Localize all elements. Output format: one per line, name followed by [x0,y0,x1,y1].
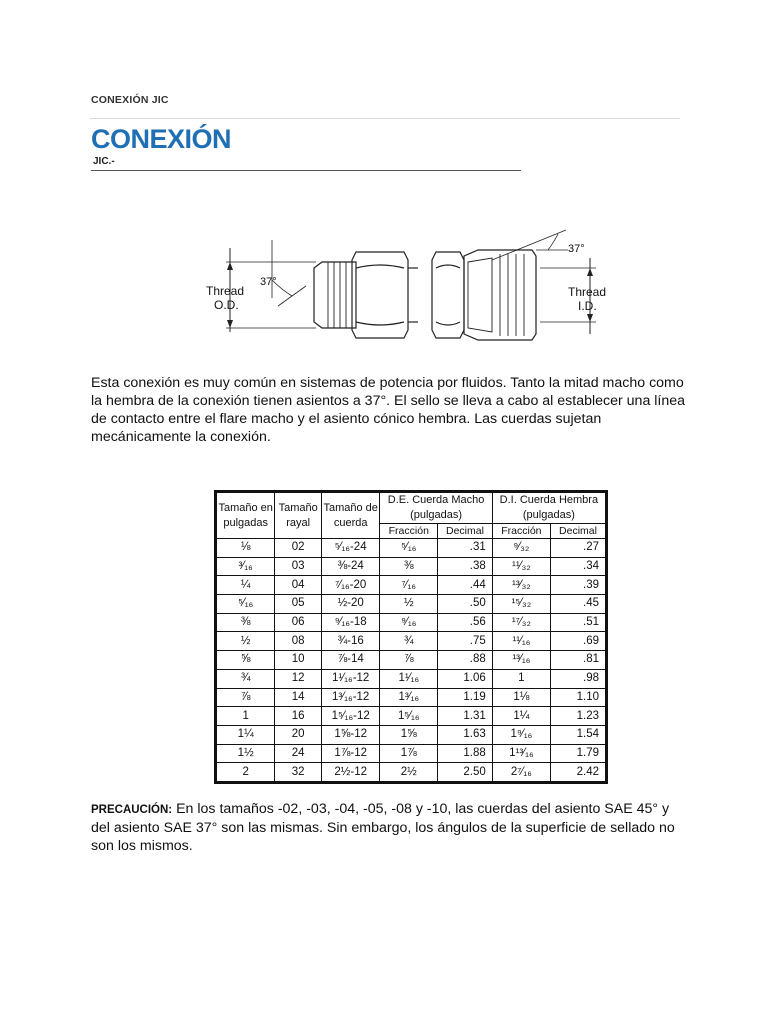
table-cell: 04 [275,576,322,595]
table-cell: 1.31 [438,707,493,726]
table-cell: .51 [551,613,606,632]
table-cell: ¹³⁄₃₂ [492,576,550,595]
caution-label: PRECAUCIÓN: [91,804,173,816]
table-cell: 02 [275,539,322,558]
page-label: CONEXIÓN JIC [91,94,169,106]
table-cell: 05 [275,595,322,614]
id-arrow-top [587,268,593,276]
table-cell: 2½ [380,763,438,782]
table-row [217,576,606,595]
table-cell: .27 [551,539,606,558]
jic-dimensions-table [214,490,608,784]
table-row [217,651,606,670]
table-cell: ⅞ [217,688,275,707]
table-cell: ¹⁵⁄₃₂ [492,595,550,614]
table-cell: 06 [275,613,322,632]
header-size-dash: Tamaño rayal [275,493,322,539]
table-cell: 1¼ [217,725,275,744]
table-cell: 32 [275,763,322,782]
table-cell: .75 [438,632,493,651]
table-cell: 1.63 [438,725,493,744]
table-cell: 1⅝-12 [322,725,380,744]
table-row [217,632,606,651]
header-female-id: D.I. Cuerda Hembra (pulgadas) [492,493,605,524]
od-label-1: Thread [206,284,245,298]
table-cell: ¹³⁄₁₆ [492,651,550,670]
table-cell: ⅞ [380,651,438,670]
page-title: CONEXIÓN [91,124,232,154]
table-cell: ½ [217,632,275,651]
table-cell: 1⁹⁄₁₆ [492,725,550,744]
table-cell: .69 [551,632,606,651]
table-cell: 2 [217,763,275,782]
table-row [217,539,606,558]
table-cell: 24 [275,744,322,763]
table-cell: .98 [551,669,606,688]
table-cell: 10 [275,651,322,670]
table-cell: .45 [551,595,606,614]
od-label-2: O.D. [214,298,239,312]
table-cell: 1⅞ [380,744,438,763]
table-cell: ⁵⁄₁₆-24 [322,539,380,558]
female-angle-label: 37° [568,243,585,255]
table-cell: 08 [275,632,322,651]
table-cell: ¹¹⁄₁₆ [492,632,550,651]
table-cell: 20 [275,725,322,744]
header-thread-size: Tamaño de cuerda [322,493,380,539]
table-cell: .31 [438,539,493,558]
table-row [217,744,606,763]
id-label-2: I.D. [578,299,597,313]
od-arrow-top [227,262,233,270]
male-threads [328,262,352,328]
table-cell: ⅛ [217,539,275,558]
table-cell: .34 [551,557,606,576]
table-cell: 1¹⁄₁₆-12 [322,669,380,688]
table-cell: 1.19 [438,688,493,707]
table-cell: ⁵⁄₁₆ [380,539,438,558]
table-cell: 2½-12 [322,763,380,782]
table-cell: ⅞-14 [322,651,380,670]
table-cell: 1¹³⁄₁₆ [492,744,550,763]
table-cell: 1 [492,669,550,688]
table-row [217,557,606,576]
table-cell: 1.54 [551,725,606,744]
od-arrow-bottom [227,320,233,328]
caution-note [91,800,691,855]
table-cell: ½ [380,595,438,614]
table-row [217,763,606,782]
table-cell: .50 [438,595,493,614]
table-row [217,707,606,726]
header-male-fraction: Fracción [380,524,438,539]
table-cell: 1³⁄₁₆-12 [322,688,380,707]
table-cell: .81 [551,651,606,670]
table-cell: ⁹⁄₁₆ [380,613,438,632]
caution-text: En los tamaños -02, -03, -04, -05, -08 y -10, las cuerdas del asiento SAE 45° y del asiento SAE 37° son las mismas. Sin embargo, los ángulos de la superficie de sellado no son los mismos. [91,801,675,854]
table-row [217,669,606,688]
table-row [217,613,606,632]
header-male-od: D.E. Cuerda Macho (pulgadas) [380,493,492,524]
table-cell: 1⅛ [492,688,550,707]
female-threads [500,254,524,336]
table-cell: ¾ [217,669,275,688]
table-cell: 1.06 [438,669,493,688]
table-cell: 03 [275,557,322,576]
table-cell: 1½ [217,744,275,763]
table-cell: ⁷⁄₁₆ [380,576,438,595]
table-cell: 2⁷⁄₁₆ [492,763,550,782]
table-cell: ⅜ [380,557,438,576]
id-arrow-bottom [587,314,593,322]
female-hex-facets [436,265,460,325]
table-cell: 1⁵⁄₁₆-12 [322,707,380,726]
table-cell: 2.42 [551,763,606,782]
table-cell: .88 [438,651,493,670]
table-cell: ⁷⁄₁₆-20 [322,576,380,595]
table-cell: 1.79 [551,744,606,763]
table-cell: .44 [438,576,493,595]
table-cell: ⅝ [217,651,275,670]
table-cell: 1 [217,707,275,726]
table-cell: 12 [275,669,322,688]
table-cell: 1¼ [492,707,550,726]
header-female-fraction: Fracción [492,524,550,539]
jic-fitting-diagram [196,228,626,358]
top-divider [90,118,680,119]
table-row [217,725,606,744]
table-cell: 1¹⁄₁₆ [380,669,438,688]
intro-paragraph: Esta conexión es muy común en sistemas de potencia por fluidos. Tanto la mitad macho como la hembra de la conexión tienen asientos a 37°. El sello se lleva a cabo al establecer una línea de contacto entre el flare macho y el asiento cónico hembra. Las cuerdas sujetan mecánicamente la conexión. [91,375,686,445]
header-size-in: Tamaño en pulgadas [217,493,275,539]
table-cell: 1⁵⁄₁₆ [380,707,438,726]
table-cell: ³⁄₁₆ [217,557,275,576]
table-cell: .39 [551,576,606,595]
male-flare-body [314,262,356,328]
table-cell: ⅜-24 [322,557,380,576]
male-angle-label: 37° [260,276,277,288]
table-cell: 1³⁄₁₆ [380,688,438,707]
table-cell: ⁵⁄₁₆ [217,595,275,614]
female-angle-line [492,230,566,260]
header-male-decimal: Decimal [438,524,493,539]
subtitle-divider [91,170,521,171]
table-cell: 1⅞-12 [322,744,380,763]
table-cell: ⁹⁄₃₂ [492,539,550,558]
table-cell: ¾-16 [322,632,380,651]
table-cell: 16 [275,707,322,726]
table-cell: 1.23 [551,707,606,726]
table-cell: .38 [438,557,493,576]
table-cell: ¼ [217,576,275,595]
header-female-decimal: Decimal [551,524,606,539]
table-cell: 1.10 [551,688,606,707]
table-row [217,688,606,707]
table-cell: ⁹⁄₁₆-18 [322,613,380,632]
table-cell: 1.88 [438,744,493,763]
id-label-1: Thread [568,285,607,299]
table-cell: 1⅝ [380,725,438,744]
table-cell: ¹⁷⁄₃₂ [492,613,550,632]
table-cell: 2.50 [438,763,493,782]
female-seat [468,258,492,332]
table-cell: ¾ [380,632,438,651]
table-row [217,595,606,614]
table-cell: ½-20 [322,595,380,614]
male-hex-facets [356,265,404,325]
table-cell: ⅜ [217,613,275,632]
table-cell: .56 [438,613,493,632]
page-subtitle: JIC.- [93,156,115,167]
table-body [217,539,606,782]
table-cell: 14 [275,688,322,707]
table-cell: ¹¹⁄₃₂ [492,557,550,576]
